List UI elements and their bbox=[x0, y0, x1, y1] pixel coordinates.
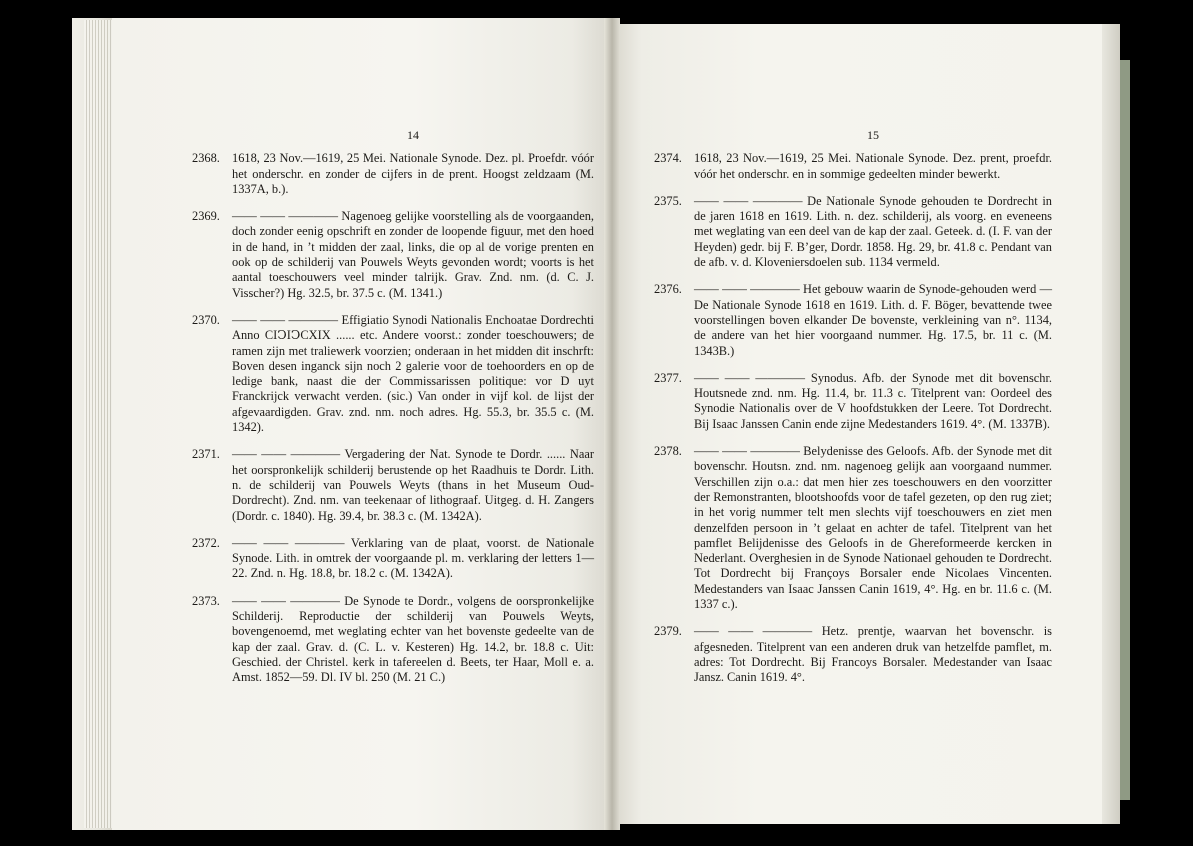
entry-number: 2377. bbox=[654, 370, 682, 385]
catalog-entry bbox=[192, 447, 594, 523]
entry-number: 2378. bbox=[654, 444, 682, 459]
entry-text: —— —— ———— Hetz. prentje, waarvan het bovenschr. is afgesneden. Titelprent van een anderen druk van hetzelfde pamflet, m. adres: Tot Dordrecht. Bij Francoys Borsaler. Medestander van Isaac Jansz. Canin 1619. 4°. bbox=[694, 624, 1052, 685]
catalog-entry bbox=[192, 593, 594, 686]
book-binding-edge bbox=[1120, 60, 1130, 800]
left-page-content bbox=[192, 128, 594, 698]
catalog-entry bbox=[654, 370, 1052, 432]
entry-number: 2379. bbox=[654, 624, 682, 639]
entry-text: —— —— ———— Effigiatio Synodi Nationalis Enchoatae Dordrechti Anno CIↃIↃCXIX ...... etc. Andere voorst.: zonder toeschouwers; de ramen zijn met traliewerk voorzien; onderaan in het midden dit inschrft: Boven desen inganck sijn noch 2 galerie voor de toehoorders en op de ledige bank, naast die der Commissarissen politique: vor D uyt Franckrijck verwacht verden. (sic.) Van onder in vijf kol. de lijst der afgevaardigden. Grav. znd. nm. noch adres. Hg. 55.3, br. 35.5 c. (M. 1342). bbox=[232, 312, 594, 435]
entry-number: 2376. bbox=[654, 282, 682, 297]
entry-number: 2374. bbox=[654, 151, 682, 166]
entry-text: —— —— ———— Verklaring van de plaat, voorst. de Nationale Synode. Lith. in omtrek der voorgaande pl. m. verklaring der letters 1—22. Znd. n. Hg. 18.8, br. 18.2 c. (M. 1342A). bbox=[232, 535, 594, 581]
page-number: 14 bbox=[407, 128, 419, 142]
entry-number: 2373. bbox=[192, 593, 220, 608]
book-cover-right bbox=[1102, 24, 1120, 824]
entry-text: —— —— ———— De Synode te Dordr., volgens de oorspronkelijke Schilderij. Reproductie der schilderij van Pouwels Weyts, bovengenoemd, met weglating echter van het bovenste gedeelte van de kap der zaal. Grav. d. (C. L. v. Kesteren) Hg. 14.2, br. 18.8 c. Uit: Geschied. der Christel. kerk in tafereelen d. Beets, ter Haar, Moll e. a. Amst. 1852—59. Dl. IV bl. 250 (M. 21 C.) bbox=[232, 593, 594, 685]
entry-number: 2369. bbox=[192, 209, 220, 224]
entry-number: 2375. bbox=[654, 193, 682, 208]
catalog-entry bbox=[192, 209, 594, 301]
entry-text: 1618, 23 Nov.—1619, 25 Mei. Nationale Synode. Dez. pl. Proefdr. vóór het onderschr. en zonder de cijfers in de prent. Hoogst zeldzaam (M. 1337A, b.). bbox=[232, 151, 594, 196]
entry-text: —— —— ———— Vergadering der Nat. Synode te Dordr. ...... Naar het oorspronkelijk schilderij berustende op het Raadhuis te Dordr. Lith. n. de schilderij van Pouwels Weyts (thans in het Museum Oud-Dordrecht). Znd. nm. van teekenaar of lithograaf. Uitgeg. d. H. Zangers (Dordr. c. 1840). Hg. 39.4, br. 38.3 c. (M. 1342A). bbox=[232, 447, 594, 523]
entry-text: 1618, 23 Nov.—1619, 25 Mei. Nationale Synode. Dez. prent, proefdr. vóór het onderschr. en in sommige gedeelten minder bewerkt. bbox=[694, 151, 1052, 181]
catalog-entry bbox=[654, 624, 1052, 685]
page-number: 15 bbox=[867, 128, 879, 142]
catalog-entry bbox=[654, 193, 1052, 270]
entry-text: —— —— ———— Synodus. Afb. der Synode met dit bovenschr. Houtsnede znd. nm. Hg. 11.4, br. 11.3 c. Titelprent van: Oordeel des Synodie Nationalis over de V hoofdstukken der Leere. Tot Dordrecht. Bij Isaac Janssen Canin ende zijne Medestanders 1619. 4°. (M. 1337B). bbox=[694, 370, 1052, 431]
book-gutter bbox=[604, 18, 620, 830]
catalog-entry bbox=[192, 151, 594, 197]
entry-number: 2368. bbox=[192, 151, 220, 166]
entry-text: —— —— ———— Belydenisse des Geloofs. Afb. der Synode met dit bovenschr. Houtsn. znd. nm. nagenoeg gelijk aan voorgaand nummer. Verschillen zijn o.a.: dat men hier zes toeschouwers en den voorzitter der Remonstranten, blootshoofds voor de tafel gezeten, op den rug ziet; in het vorig nummer telt men slechts vijf toeschouwers en ziet men denzelfden persoon in ’t gelaat en achter de tafel. Titelprent van het pamflet Belijdenisse des Geloofs in de Ghereformeerde kercken in Nederlant. Overghesien in de Synode Nationael gehouden te Dordrecht. Tot Dordrecht bij Françoys Borsaler ende Nicolaes Vincenten. Medestanders van Isaac Janssen Canin 1619, 4°. Hg. en br. 11.6 c. (M. 1337 c.). bbox=[694, 444, 1052, 612]
entry-number: 2370. bbox=[192, 312, 220, 327]
catalog-entry bbox=[654, 444, 1052, 612]
entry-number: 2372. bbox=[192, 535, 220, 550]
catalog-entry bbox=[654, 151, 1052, 182]
entry-text: —— —— ———— Nagenoeg gelijke voorstelling als de voorgaanden, doch zonder eenig opschrift en zonder de loopende figuur, met den hoed in de hand, in ’t midden der zaal, links, die op al de vorige prenten en ook op de schilderij van Pouwels Weyts gevonden wordt; voorts is het aantal toeschouwers veel minder talrijk. Grav. Znd. nm. (d. C. J. Visscher?) Hg. 32.5, br. 37.5 c. (M. 1341.) bbox=[232, 209, 594, 300]
entry-number: 2371. bbox=[192, 447, 220, 462]
catalog-entry bbox=[192, 312, 594, 435]
catalog-entry bbox=[192, 535, 594, 582]
entry-text: —— —— ———— Het gebouw waarin de Synode-gehouden werd — De Nationale Synode 1618 en 1619. Lith. d. F. Böger, bevattende twee voorstellingen boven elkander De bovenste, verkleining van n°. 1134, de andere van het hier voorgaand nummer. Hg. 17.5, br. 11 c. (M. 1343B.) bbox=[694, 282, 1052, 358]
entry-text: —— —— ———— De Nationale Synode gehouden te Dordrecht in de jaren 1618 en 1619. Lith. n. dez. schilderij, als voorg. en eveneens met weglating van een deel van de kap der zaal. Geteek. d. (I. F. van der Heyden) gedr. bij F. B’ger, Dordr. 1858. Hg. 29, br. 41.8 c. Pendant van de afb. v. d. Kloveniersdoelen sub. 1134 vermeld. bbox=[694, 193, 1052, 270]
right-page-content bbox=[654, 128, 1052, 698]
catalog-entry bbox=[654, 282, 1052, 358]
